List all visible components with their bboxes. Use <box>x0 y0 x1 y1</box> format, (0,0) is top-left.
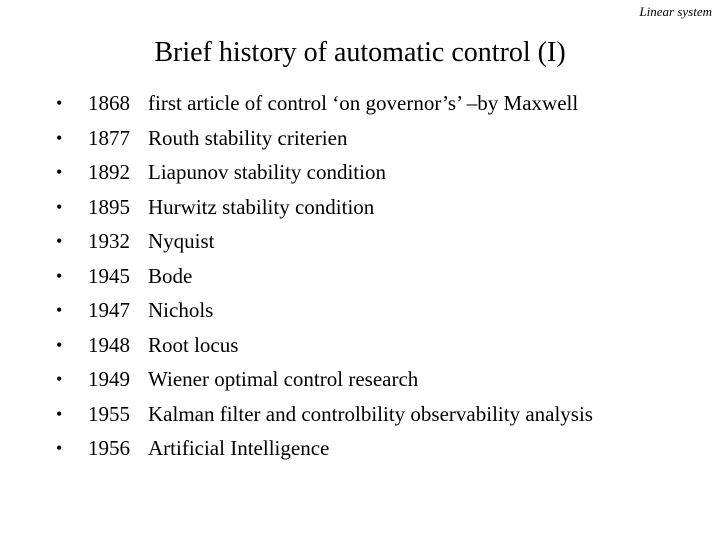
history-event: Routh stability criterien <box>148 125 348 150</box>
history-item <box>56 259 706 294</box>
bullet-icon: • <box>56 438 63 459</box>
bullet-icon: • <box>56 334 63 355</box>
history-year: 1948 <box>88 332 130 357</box>
history-item <box>56 328 706 363</box>
history-item <box>56 362 706 397</box>
bullet-icon: • <box>56 265 63 286</box>
history-item <box>56 431 706 466</box>
history-year: 1892 <box>88 160 130 185</box>
history-event: first article of control ‘on governor’s’ –by Maxwell <box>148 91 579 116</box>
history-year: 1949 <box>88 367 130 392</box>
history-item <box>56 293 706 328</box>
bullet-icon: • <box>56 93 63 114</box>
history-year: 1932 <box>88 229 130 254</box>
history-event: Nyquist <box>148 229 215 254</box>
history-event: Liapunov stability condition <box>148 160 386 185</box>
bullet-icon: • <box>56 369 63 390</box>
history-event: Hurwitz stability condition <box>148 194 375 219</box>
history-event: Nichols <box>148 298 214 323</box>
history-item <box>56 224 706 259</box>
history-year: 1956 <box>88 436 130 461</box>
history-year: 1947 <box>88 298 130 323</box>
bullet-icon: • <box>56 403 63 424</box>
bullet-icon: • <box>56 196 63 217</box>
slide-title: Brief history of automatic control (I) <box>154 37 566 68</box>
history-item <box>56 86 706 121</box>
bullet-icon: • <box>56 231 63 252</box>
history-event: Bode <box>148 263 193 288</box>
history-event: Wiener optimal control research <box>148 367 419 392</box>
history-item <box>56 190 706 225</box>
history-year: 1868 <box>88 91 130 116</box>
history-year: 1895 <box>88 194 130 219</box>
history-event: Artificial Intelligence <box>148 436 330 461</box>
history-year: 1955 <box>88 401 130 426</box>
history-item <box>56 397 706 432</box>
history-event: Root locus <box>148 332 239 357</box>
history-list <box>56 86 706 466</box>
history-item <box>56 155 706 190</box>
bullet-icon: • <box>56 300 63 321</box>
history-event: Kalman filter and controlbility observability analysis <box>148 401 593 426</box>
header-tag: Linear system <box>639 4 712 19</box>
history-item <box>56 121 706 156</box>
bullet-icon: • <box>56 127 63 148</box>
history-year: 1945 <box>88 263 130 288</box>
history-year: 1877 <box>88 125 130 150</box>
bullet-icon: • <box>56 162 63 183</box>
